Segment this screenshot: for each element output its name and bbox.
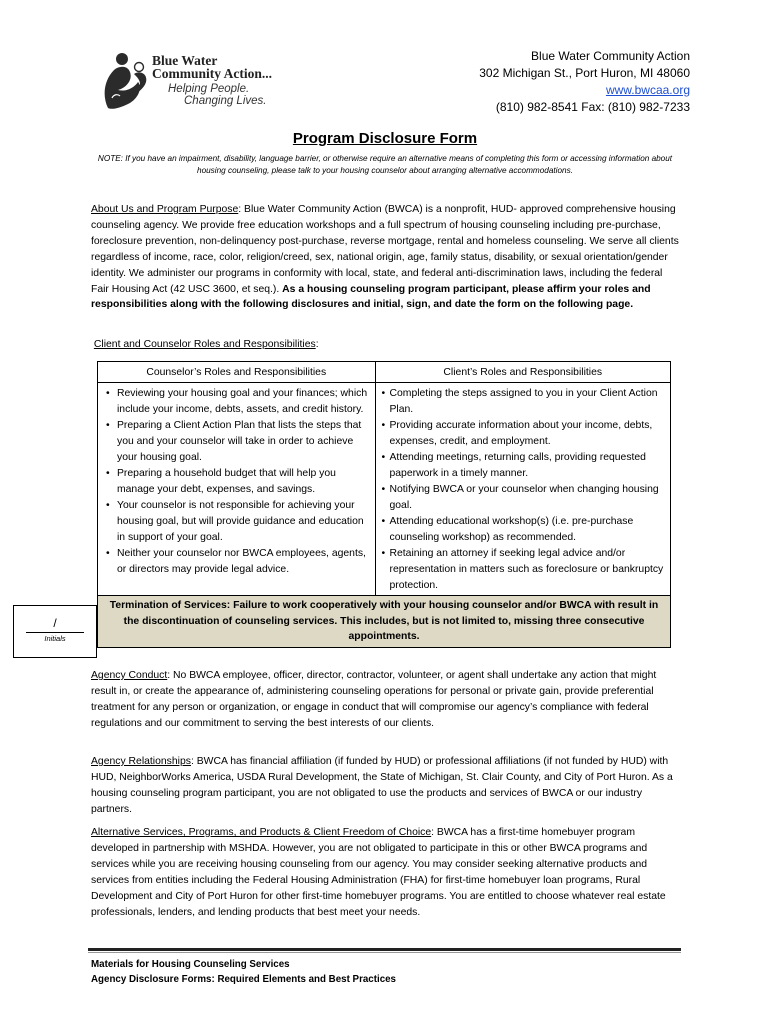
relationships-text: : BWCA has financial affiliation (if funded by HUD) or professional affiliations (if not funded by HUD) with HUD, NeighborWorks America, USDA Rural Development, the State of Michigan, St. Clair County, and City of Port Huron. As a housing counseling program participant, you are not obligated to use the products and services of BWCA or our industry partners. <box>91 756 673 815</box>
client-role-item: • Attending meetings, returning calls, providing requested paperwork in a timely manner. <box>390 450 667 482</box>
counselor-role-item: • Preparing a household budget that will help you manage your debt, expenses, and savings. <box>117 466 371 498</box>
page-title: Program Disclosure Form <box>292 130 478 147</box>
client-role-item: • Attending educational workshop(s) (i.e. pre-purchase counseling workshop) as recommended. <box>390 514 667 546</box>
alternatives-text: : BWCA has a first-time homebuyer program developed in partnership with MSHDA. However, you are not obligated to participate in this or other BWCA programs and services while you are receiving housing counseling from our agency. You may consider seeking alternative products and services from entities including the Federal Housing Administration (FHA) for first-time homebuyer loan programs, Rural Development and City of Port Huron for other first-time homebuyer programs. You are entitled to choose whatever real estate professionals, lenders, and lending products that best meet your needs. <box>91 827 666 918</box>
conduct-heading: Agency Conduct <box>91 670 168 681</box>
org-logo <box>100 50 300 112</box>
conduct-section <box>91 668 681 732</box>
about-section <box>91 202 681 313</box>
alternatives-heading: Alternative Services, Programs, and Products & Client Freedom of Choice <box>91 827 432 838</box>
counselor-column-header: Counselor’s Roles and Responsibilities <box>98 362 376 383</box>
footer <box>91 957 396 987</box>
footer-line1: Materials for Housing Counseling Services <box>91 958 290 970</box>
website-link[interactable]: www.bwcaa.org <box>605 83 690 97</box>
client-role-item: • Completing the steps assigned to you in your Client Action Plan. <box>390 386 667 418</box>
logo-line1: Blue Water <box>152 53 218 68</box>
org-name: Blue Water Community Action <box>531 49 690 63</box>
client-roles-cell <box>375 383 671 596</box>
initials-label: Initials <box>44 634 66 643</box>
initials-field[interactable] <box>13 605 97 658</box>
footer-line2: Agency Disclosure Forms: Required Elements and Best Practices <box>91 973 396 985</box>
counselor-role-item: • Preparing a Client Action Plan that lists the steps that you and your counselor will take in order to achieve your housing goal. <box>117 418 371 466</box>
about-text: : Blue Water Community Action (BWCA) is a nonprofit, HUD- approved comprehensive housing counseling agency. We provide free education workshops and a full spectrum of housing counseling including pre-purchase, foreclosure prevention, non-delinquency post-purchase, reverse mortgage, rental and homeless counseling. We serve all clients regardless of income, race, color, religion/creed, sex, national origin, age, family status, disability, or sexual orientation/gender identity. We administer our programs in conformity with local, state, and federal anti-discrimination laws, including the federal Fair Housing Act (42 USC 3600, et seq.). <box>91 204 679 295</box>
people-hug-logo-icon <box>100 50 152 112</box>
counselor-role-item: • Reviewing your housing goal and your finances; which include your income, debts, assets, and credit history. <box>117 386 371 418</box>
client-role-item: • Notifying BWCA or your counselor when changing housing goal. <box>390 482 667 514</box>
initials-slash: / <box>53 616 57 630</box>
client-column-header: Client’s Roles and Responsibilities <box>375 362 671 383</box>
footer-divider-thin <box>88 952 681 953</box>
accommodation-note: NOTE: If you have an impairment, disability, language barrier, or otherwise require an alternative means of completing this form or accessing information about housing counseling, please talk to your housing counselor about arranging alternative accommodations. <box>97 154 673 175</box>
logo-tagline2: Changing Lives. <box>184 95 267 107</box>
roles-heading-line: Client and Counselor Roles and Responsibilities: <box>93 339 319 350</box>
termination-notice: Termination of Services: Failure to work cooperatively with your housing counselor and/or BWCA with result in the discontinuation of counseling services. This includes, but is not limited to, missing three consecutive appointments. <box>98 596 671 648</box>
roles-table <box>97 361 671 648</box>
phone-fax: (810) 982-8541 Fax: (810) 982-7233 <box>495 100 690 114</box>
roles-heading: Client and Counselor Roles and Responsibilities <box>93 339 316 350</box>
logo-line2: Community Action... <box>152 66 273 81</box>
counselor-roles-cell <box>98 383 376 596</box>
alternatives-section <box>91 825 681 920</box>
about-heading: About Us and Program Purpose <box>91 204 239 215</box>
logo-tagline1: Helping People. <box>168 83 250 95</box>
client-role-item: • Providing accurate information about your income, debts, expenses, credit, and employment. <box>390 418 667 450</box>
counselor-role-item: • Neither your counselor nor BWCA employees, agents, or directors may provide legal advice. <box>117 546 371 578</box>
initials-line <box>26 632 84 633</box>
street-address: 302 Michigan St., Port Huron, MI 48060 <box>479 66 690 80</box>
about-bold-text: As a housing counseling program participant, please affirm your roles and responsibilities along with the following disclosures and initial, sign, and date the form on the following page. <box>91 283 651 311</box>
client-role-item: • Retaining an attorney if seeking legal advice and/or representation in matters such as foreclosure or bankruptcy protection. <box>390 546 667 594</box>
address-block <box>479 48 690 116</box>
counselor-role-item: • Your counselor is not responsible for achieving your housing goal, but will provide guidance and education in support of your goal. <box>117 498 371 546</box>
relationships-section <box>91 754 681 818</box>
relationships-heading: Agency Relationships <box>91 756 191 767</box>
conduct-text: : No BWCA employee, officer, director, contractor, volunteer, or agent shall undertake any action that might result in, or create the appearance of, administering counseling operations for personal or private gain, provide preferential treatment for any person or organization, or engage in conduct that will compromise our agency’s compliance with federal regulations and our commitment to serving the best interests of our clients. <box>91 670 657 729</box>
footer-divider <box>88 948 681 951</box>
